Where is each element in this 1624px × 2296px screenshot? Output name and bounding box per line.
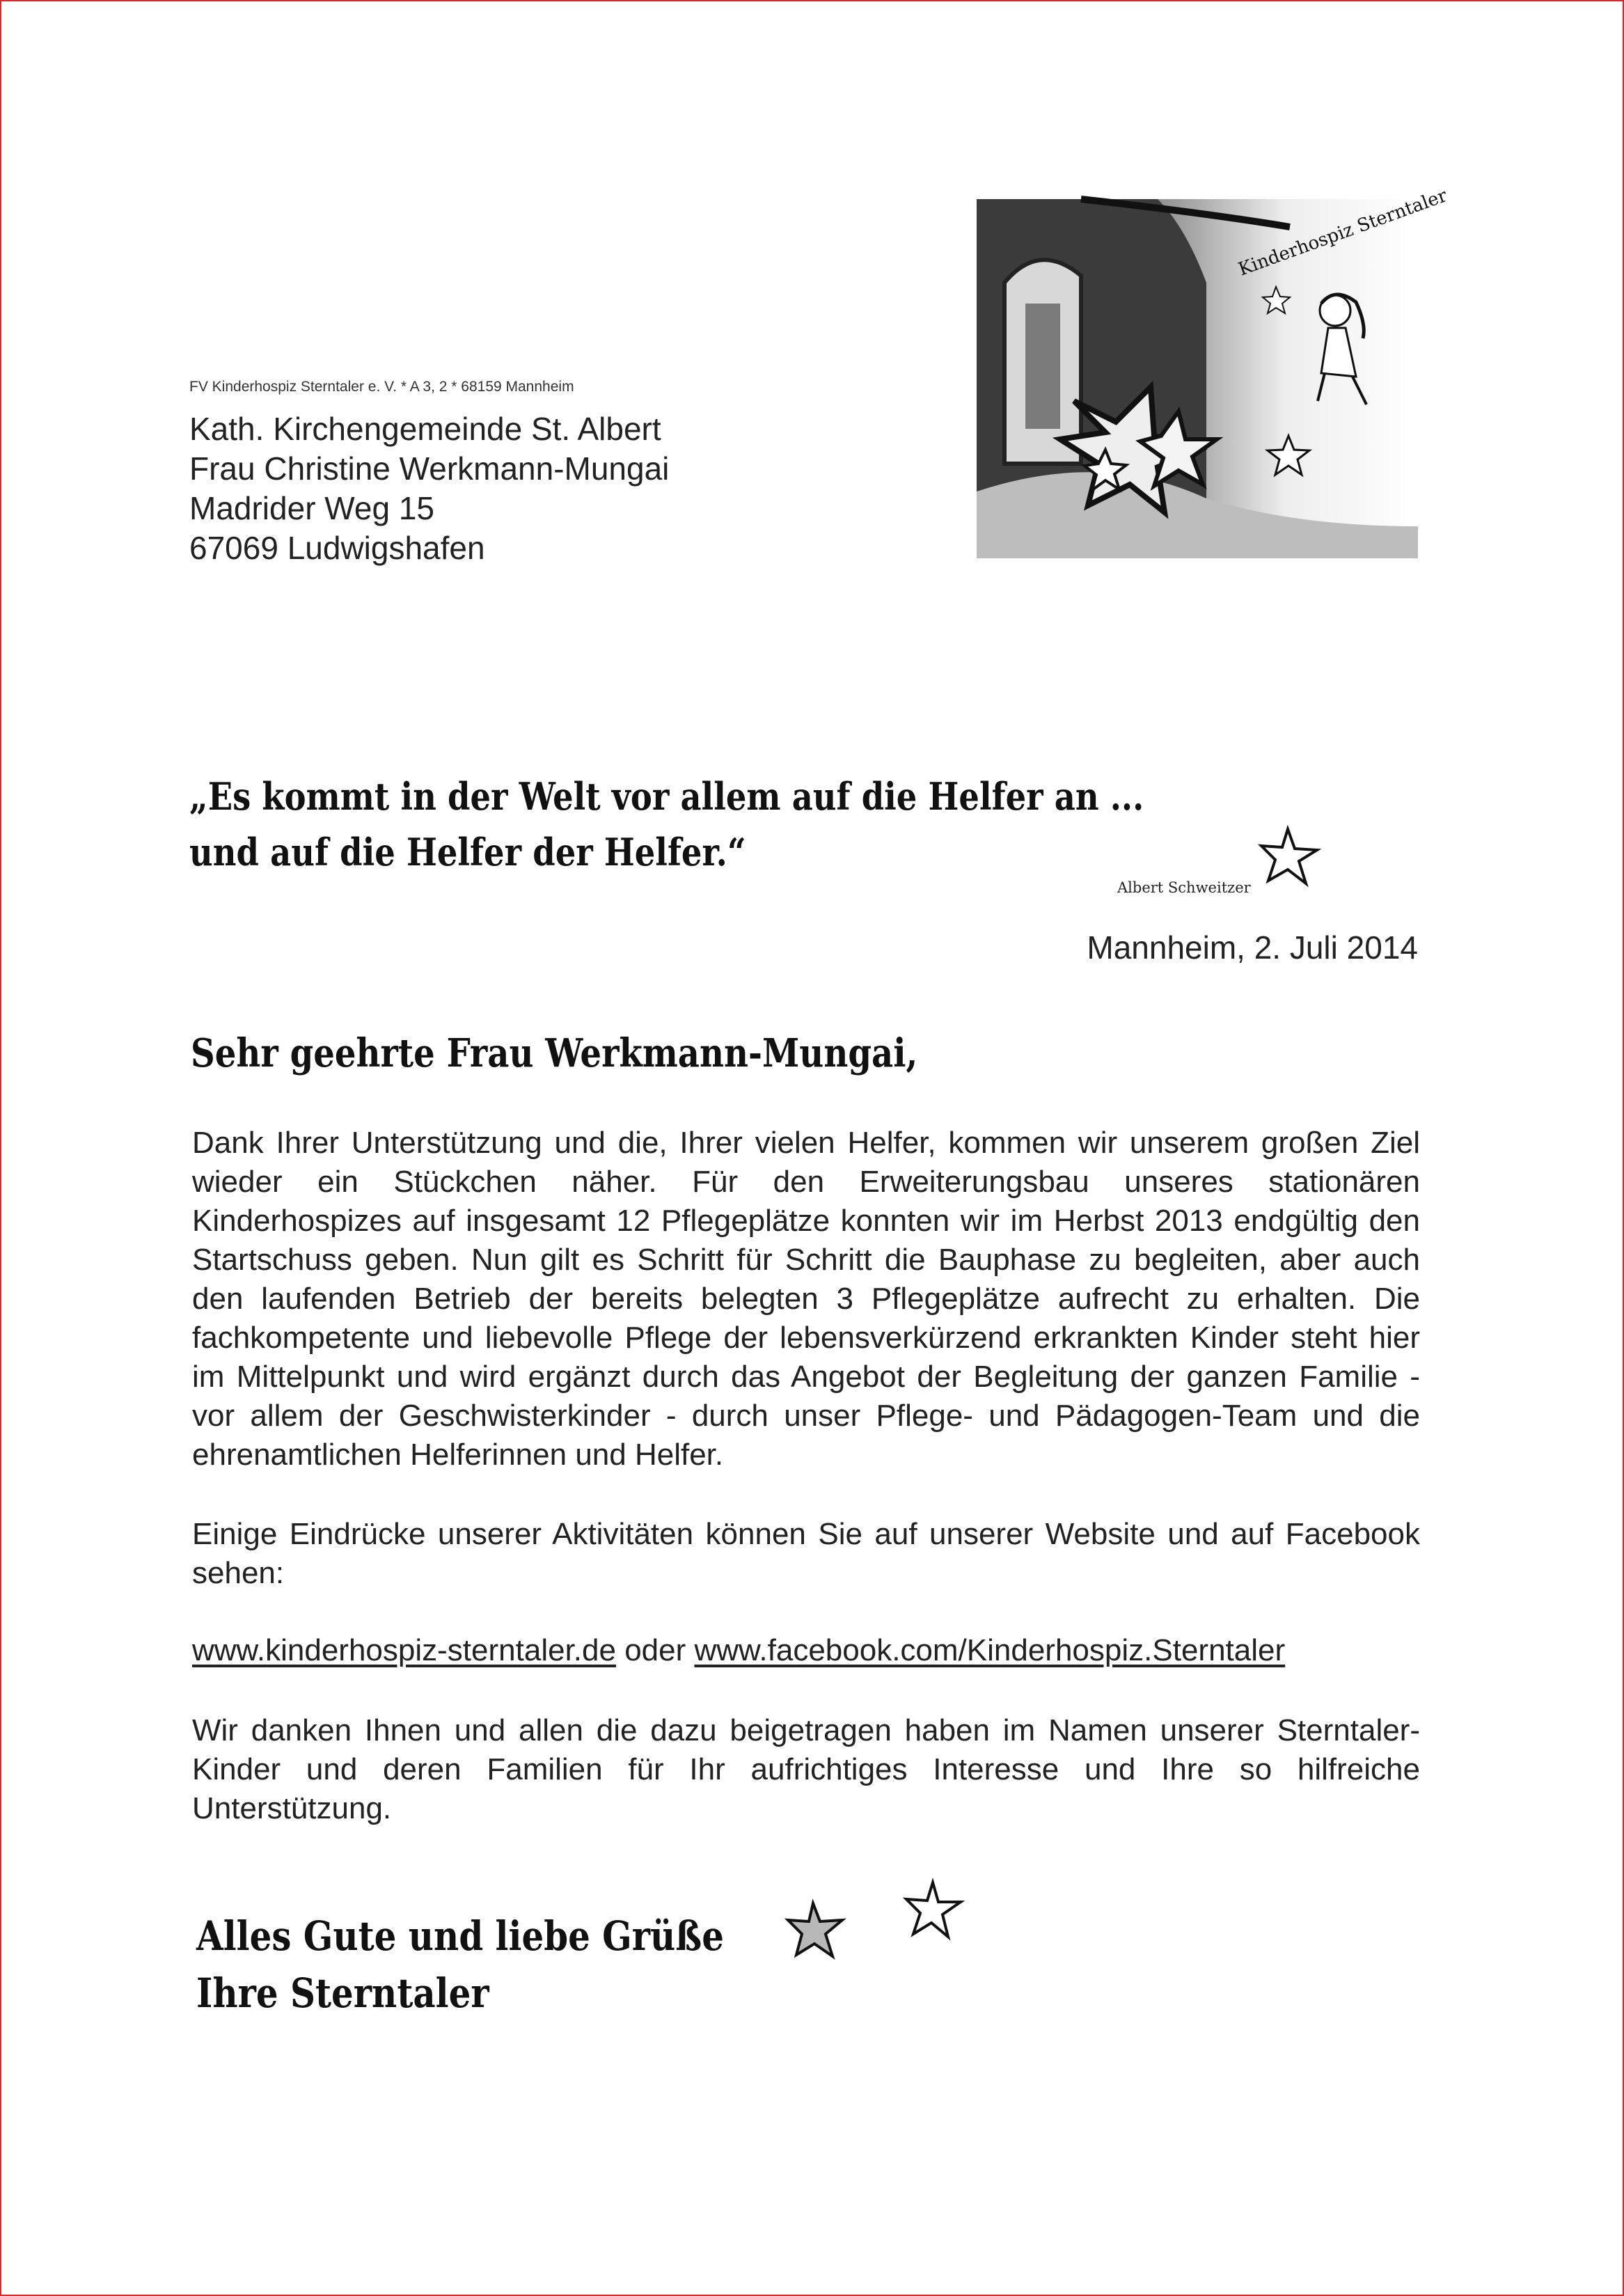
links-line [192, 1633, 1285, 1668]
website-link[interactable]: www.kinderhospiz-sterntaler.de [192, 1633, 616, 1667]
logo-text: Kinderhospiz Sterntaler [1236, 185, 1450, 281]
letter-date: Mannheim, 2. Juli 2014 [1087, 929, 1418, 966]
salutation: Sehr geehrte Frau Werkmann-Mungai, [191, 1030, 918, 1076]
closing [196, 1908, 724, 2022]
body-paragraph-3: Wir danken Ihnen und allen die dazu beigetragen haben im Namen unserer Sterntaler-Kinder und deren Familien für Ihr aufrichtiges Interesse und Ihre so hilfreiche Unterstützung. [192, 1713, 1420, 1825]
body-paragraph-1: Dank Ihrer Unterstützung und die, Ihrer vielen Helfer, kommen wir unserem großen Ziel wieder ein Stückchen näher. Für den Erweiterungsbau unseres stationären Kinderhospizes auf insgesamt 12 Pflegeplätze konnten wir im Herbst 2013 endgültig den Startschuss geben. Nun gilt es Schritt für Schritt die Bauphase zu begleiten, aber auch den laufenden Betrieb der bereits belegten 3 Pflegeplätze aufrecht zu erhalten. Die fachkompetente und liebevolle Pflege der lebensverkürzend erkrankten Kinder steht hier im Mittelpunkt und wird ergänzt durch das Angebot der Begleitung der ganzen Familie - vor allem der Geschwisterkinder - durch unser Pflege- und Pädagogen-Team und die ehrenamtlichen Helferinnen und Helfer. [192, 1126, 1420, 1472]
logo-image [977, 185, 1450, 558]
quote [189, 769, 1144, 880]
body-paragraph-2: Einige Eindrücke unserer Aktivitäten können Sie auf unserer Website und auf Facebook sehen: [192, 1517, 1420, 1590]
quote-line-1: „Es kommt in der Welt vor allem auf die Helfer an ... [189, 774, 1144, 819]
recipient-address [189, 409, 669, 568]
recipient-line-1: Kath. Kirchengemeinde St. Albert [189, 411, 661, 447]
closing-line-1: Alles Gute und liebe Grüße [196, 1912, 724, 1960]
closing-line-2: Ihre Sterntaler [196, 1969, 489, 2017]
quote-line-2: und auf die Helfer der Helfer.“ [189, 830, 746, 874]
links-separator: oder [624, 1633, 686, 1667]
star-icon [1259, 825, 1321, 891]
recipient-line-2: Frau Christine Werkmann-Mungai [189, 450, 670, 487]
sender-line: FV Kinderhospiz Sterntaler e. V. * A 3, 2 * 68159 Mannheim [189, 379, 574, 395]
quote-author: Albert Schweitzer [1117, 879, 1251, 896]
sterntaler-logo [977, 185, 1450, 558]
star-icon [785, 1898, 848, 1964]
star-icon [902, 1878, 965, 1944]
recipient-line-4: 67069 Ludwigshafen [189, 530, 485, 566]
recipient-line-3: Madrider Weg 15 [189, 490, 434, 526]
facebook-link[interactable]: www.facebook.com/Kinderhospiz.Sterntaler [694, 1633, 1286, 1667]
